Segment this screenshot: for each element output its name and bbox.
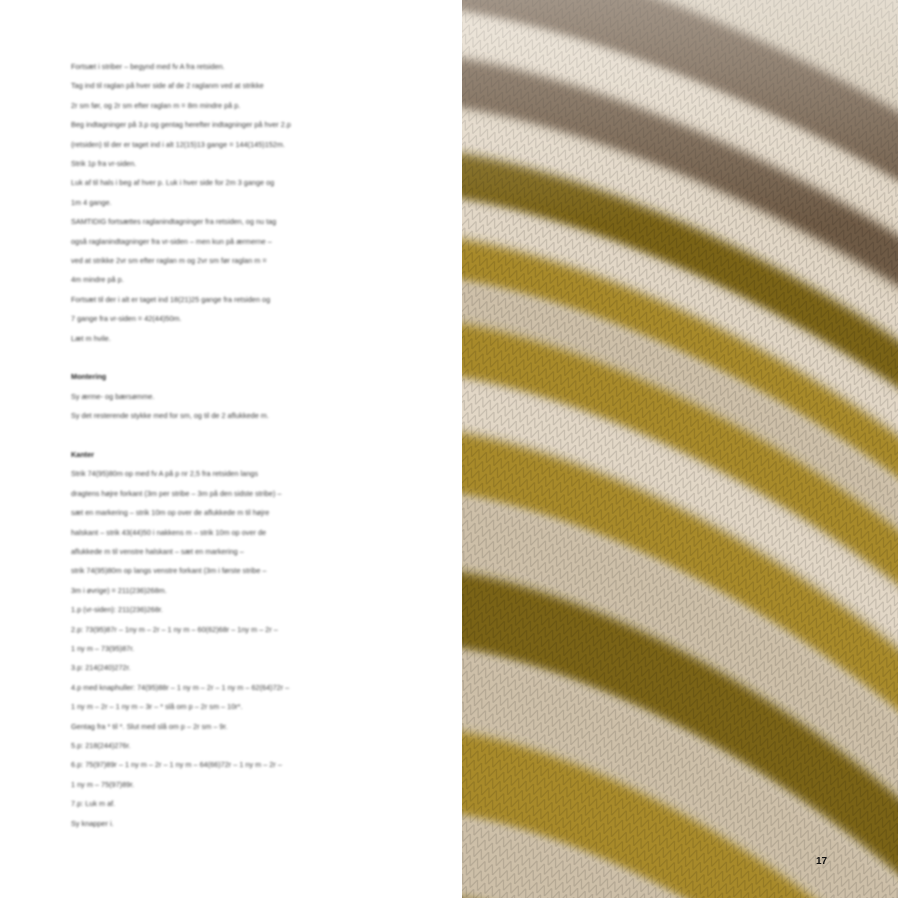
pattern-line: aflukkede m til venstre halskant – sæt en markering – [71, 547, 244, 556]
pattern-line: Læt m hvile. [71, 333, 111, 343]
pattern-line: 7 gange fra vr-siden = 42(44)50m. [71, 314, 182, 324]
pattern-line: dragtens højre forkant (3m per stribe – 3m på den sidste stribe) – [71, 488, 282, 498]
pattern-line: 1.p (vr-siden): 211(236)268r. [71, 605, 163, 615]
pattern-line: Strik 74(95)80m op med fv A på p nr 2,5 fra retsiden langs [71, 469, 258, 479]
pattern-line: ved at strikke 2vr sm efter raglan m og 2vr sm før raglan m = [71, 256, 267, 265]
section-heading: Montering [71, 372, 107, 382]
pattern-line: 5.p: 218(244)276r. [71, 741, 131, 750]
pattern-line: Sy det resterende stykke med for sm, og til de 2 aflukkede m. [71, 411, 269, 421]
pattern-line: 3.p: 214(240)272r. [71, 663, 131, 673]
pattern-line: Fortsæt til der i alt er taget ind 18(21)25 gange fra retsiden og [71, 294, 271, 304]
pattern-line: 7.p: Luk m af. [71, 799, 116, 809]
pattern-line: Sy ærme- og bærsømme. [71, 391, 155, 401]
section-heading: Kanter [71, 450, 95, 459]
pattern-line: 1m 4 gange. [71, 197, 112, 207]
pattern-line: halskant – strik 43(44)50 i nakkens m – strik 10m op over de [71, 527, 267, 537]
pattern-line: 4.p med knaphuller: 74(95)88r – 1 ny m – 2r – 1 ny m – 62(64)72r – [71, 682, 290, 692]
pattern-line: 4m mindre på p. [71, 275, 124, 285]
knitted-stripes-photo [462, 0, 898, 898]
pattern-line: Gentag fra * til *. Slut med slå om p – 2r sm – 9r. [71, 721, 228, 731]
pattern-line: 1 ny m – 73(95)87r. [71, 644, 135, 653]
pattern-line: 1 ny m – 75(97)89r. [71, 779, 135, 789]
pattern-line: SAMTIDIG fortsættes raglanindtagninger fra retsiden, og nu tag [71, 217, 277, 227]
page-number: 17 [816, 856, 828, 867]
pattern-line: Beg indtagninger på 3.p og gentag herefter indtagninger på hver 2.p [71, 120, 291, 130]
pattern-line: Tag ind til raglan på hver side af de 2 raglanm ved at strikke [71, 81, 264, 91]
pattern-line: Fortsæt i striber – begynd med fv A fra retsiden. [71, 62, 225, 71]
pattern-line: Sy knapper i. [71, 818, 114, 828]
pattern-line: (retsiden) til der er taget ind i alt 12(15)13 gange = 144(145)152m. [71, 139, 285, 149]
pattern-line: 2.p: 73(95)87r – 1ny m – 2r – 1 ny m – 60(62)68r – 1ny m – 2r – [71, 624, 278, 634]
pattern-line: 2r sm før, og 2r sm efter raglan m = 8m mindre på p. [71, 100, 241, 110]
pattern-line: sæt en markering – strik 10m op over de aflukkede m til højre [71, 508, 270, 518]
pattern-line: også raglanindtagninger fra vr-siden – men kun på ærmerne – [71, 236, 272, 246]
pattern-line: Luk af til hals i beg af hver p. Luk i hver side for 2m 3 gange og [71, 178, 275, 188]
pattern-line: 6.p: 75(97)89r – 1 ny m – 2r – 1 ny m – 64(66)72r – 1 ny m – 2r – [71, 760, 282, 770]
pattern-line: 1 ny m – 2r – 1 ny m – 3r – * slå om p – 2r sm – 10r*. [71, 702, 243, 712]
pattern-line: Strik 1p fra vr-siden. [71, 159, 137, 168]
pattern-line: 3m i øvrige) = 211(236)268m. [71, 585, 167, 595]
pattern-line: strik 74(95)80m op langs venstre forkant (3m i første stribe – [71, 566, 267, 576]
photo-artwork [462, 0, 898, 898]
